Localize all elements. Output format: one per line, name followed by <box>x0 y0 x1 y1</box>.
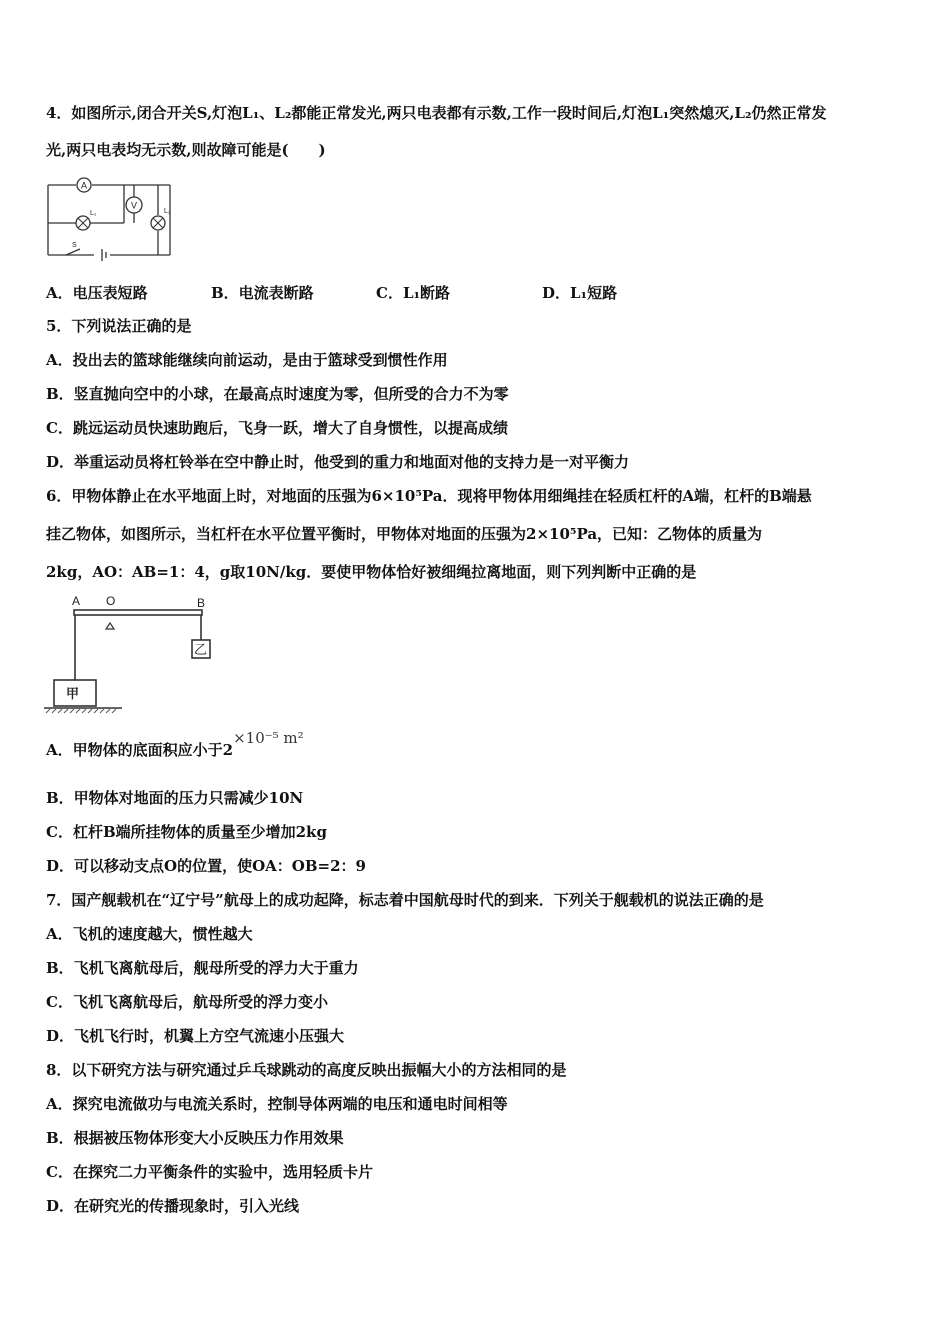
q6-stem-line2: 挂乙物体，如图所示，当杠杆在水平位置平衡时，甲物体对地面的压强为2×10⁵Pa，已知：乙物体的质量为 <box>46 525 763 543</box>
q6-option-a-math: ×10⁻⁵ m² <box>233 729 304 747</box>
q5-option-b: B．竖直抛向空中的小球，在最高点时速度为零，但所受的合力不为零 <box>46 385 509 403</box>
object-yi-label: 乙 <box>194 643 208 658</box>
q6-option-a <box>46 729 304 760</box>
q5-stem: 5．下列说法正确的是 <box>46 317 192 335</box>
ammeter-label: A <box>80 180 88 191</box>
voltmeter-label: V <box>130 200 138 211</box>
q8-option-c: C．在探究二力平衡条件的实验中，选用轻质卡片 <box>46 1163 373 1181</box>
q7-stem: 7．国产舰载机在“辽宁号”航母上的成功起降，标志着中国航母时代的到来．下列关于舰载机的说法正确的是 <box>46 891 764 909</box>
q5-option-c: C．跳远运动员快速助跑后，飞身一跃，增大了自身惯性，以提高成绩 <box>46 419 508 437</box>
q8-option-d: D．在研究光的传播现象时，引入光线 <box>46 1197 300 1215</box>
q4-circuit-diagram <box>46 175 186 263</box>
lamp1-symbol <box>76 210 97 230</box>
q6-lever-diagram <box>44 592 216 714</box>
q6-stem-line3: 2kg，AO：AB=1：4，g取10N/kg．要使甲物体恰好被细绳拉离地面，则下列判断中正确的是 <box>46 563 697 581</box>
q6-stem-line1: 6．甲物体静止在水平地面上时，对地面的压强为6×10⁵Pa．现将甲物体用细绳挂在轻质杠杆的A端，杠杆的B端悬 <box>46 487 812 505</box>
q5-option-a: A．投出去的篮球能继续向前运动，是由于篮球受到惯性作用 <box>46 351 448 369</box>
q7-option-d: D．飞机飞行时，机翼上方空气流速小压强大 <box>46 1027 345 1045</box>
q7-option-a: A．飞机的速度越大，惯性越大 <box>46 925 253 943</box>
q6-option-b: B．甲物体对地面的压力只需减少10N <box>46 789 304 807</box>
lamp1-label: L₁ <box>90 210 97 217</box>
switch-label: S <box>72 242 77 249</box>
q4-option-b: B．电流表断路 <box>211 284 314 302</box>
lever-label-a: A <box>72 594 81 608</box>
q8-option-b: B．根据被压物体形变大小反映压力作用效果 <box>46 1129 344 1147</box>
q4-option-d: D．L₁短路 <box>542 284 618 302</box>
q6-option-d: D．可以移动支点O的位置，使OA：OB=2：9 <box>46 857 366 875</box>
q4-option-a: A．电压表短路 <box>46 284 148 302</box>
q4-option-c: C．L₁断路 <box>376 284 451 302</box>
q6-option-c: C．杠杆B端所挂物体的质量至少增加2kg <box>46 823 327 841</box>
lamp2-label: L₂ <box>164 208 171 215</box>
lamp2-symbol <box>151 208 171 230</box>
q4-stem-line2: 光,两只电表均无示数,则故障可能是( ) <box>46 141 326 159</box>
q8-stem: 8．以下研究方法与研究通过乒乓球跳动的高度反映出振幅大小的方法相同的是 <box>46 1061 567 1079</box>
q4-stem-line1: 4．如图所示,闭合开关S,灯泡L₁、L₂都能正常发光,两只电表都有示数,工作一段时间后,灯泡L₁突然熄灭,L₂仍然正常发 <box>46 104 827 122</box>
ammeter-symbol <box>77 178 91 192</box>
q5-option-d: D．举重运动员将杠铃举在空中静止时，他受到的重力和地面对他的支持力是一对平衡力 <box>46 453 630 471</box>
voltmeter-symbol <box>126 197 142 213</box>
q7-option-b: B．飞机飞离航母后，舰母所受的浮力大于重力 <box>46 959 359 977</box>
q7-option-c: C．飞机飞离航母后，航母所受的浮力变小 <box>46 993 328 1011</box>
q8-option-a: A．探究电流做功与电流关系时，控制导体两端的电压和通电时间相等 <box>46 1095 508 1113</box>
object-jia-label: 甲 <box>66 687 80 702</box>
lever-label-b: B <box>197 596 206 610</box>
lever-label-o: O <box>106 594 116 608</box>
q6-option-a-text: A．甲物体的底面积应小于2 <box>46 741 234 759</box>
